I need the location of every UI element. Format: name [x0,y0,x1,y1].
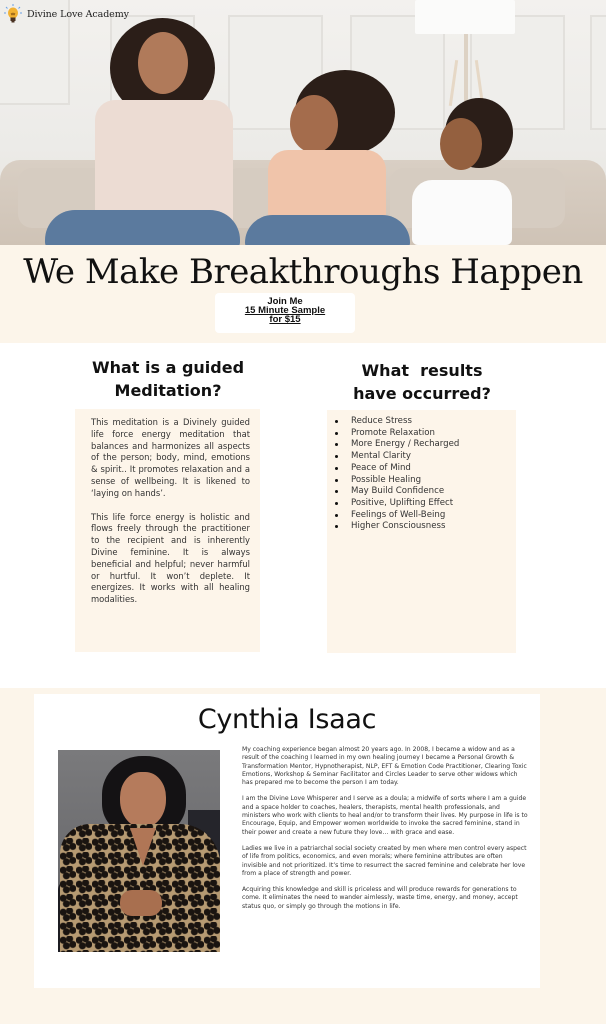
lamp-pole [464,34,468,104]
bio-paragraph: I am the Divine Love Whisperer and I serve as a doula; a midwife of sorts where I am a guide and a space holder to coaches, healers, therapists, mental health professionals, and ministers who work with clients to heal and/or to transform their lives. My purpose in life is to Encourage, Equip, and Empower women worldwide to invoke the sacred feminine, stand in their power and create a new future they love… with grace and ease. [242,795,528,836]
guided-meditation-card [75,409,260,652]
result-item: Feelings of Well-Being [333,510,516,522]
result-item: May Build Confidence [333,486,516,498]
bio-paragraph: My coaching experience began almost 20 years ago. In 2008, I became a widow and as a result of the coaching I learned in my own healing journey I became a Personal Growth & Transformation Mentor, Hypnotherapist, NLP, EFT & Emotion Code Practitioner, Clearing Toxic Emotions, Workshop & Seminar Facilitator and Circles Leader to serve other widows which has prepared me to become the person I am today. [242,746,527,787]
join-sample-button[interactable] [215,293,355,333]
result-item: More Energy / Recharged [333,439,516,451]
cta-line-1: Join Me [267,296,303,307]
lightbulb-icon [4,4,22,24]
page-headline: We Make Breakthroughs Happen [23,252,583,292]
result-item: Reduce Stress [333,416,516,428]
result-item: Higher Consciousness [333,521,516,533]
guided-meditation-heading [70,356,266,402]
result-item: Mental Clarity [333,451,516,463]
brand-logo[interactable] [4,4,129,24]
heading-line: What results [361,361,483,380]
wall-panel [590,15,606,130]
bio-name: Cynthia Isaac [197,704,377,735]
results-list [333,416,516,533]
lamp-shade [415,0,515,34]
heading-line: What is a guided [91,358,245,377]
result-item: Positive, Uplifting Effect [333,498,516,510]
result-item: Peace of Mind [333,463,516,475]
results-heading [325,359,519,405]
bio-text [242,746,528,911]
brand-name: Divine Love Academy [27,8,129,20]
portrait-photo [58,750,220,952]
result-item: Promote Relaxation [333,428,516,440]
hero-image [0,0,606,245]
heading-line: have occurred? [353,384,491,403]
lamp-leg [449,60,458,106]
bio-paragraph: Acquiring this knowledge and skill is priceless and will produce rewards for generations to come. It eliminates the need to wander aimlessly, waste time, energy, and money, accept status quo, or simply go through the motions in life. [242,886,518,910]
results-card [327,410,516,653]
heading-line: Meditation? [114,381,222,400]
meditation-paragraph: This meditation is a Divinely guided life force energy meditation that balances and harmonizes all aspects of the person; body, mind, emotions & spirit.. It promotes relaxation and a sense of wellbeing. It is likened to ‘laying on hands’. [91,417,250,498]
result-item: Possible Healing [333,475,516,487]
meditation-paragraph: This life force energy is holistic and flows freely through the practitioner to the recipient and is inherently Divine feminine. It is always beneficial and helpful; never harmful or hurtful. It won’t deplete. It energizes. It works with all healing modalities. [91,511,250,605]
bio-paragraph: Ladies we live in a patriarchal social society created by men where men control every aspect of life from politics, economics, and even morals; where feminine attributes are often invisible and not prioritized. It’s time to resurrect the sacred feminine and celebrate her love from a place of strength and power. [242,844,527,877]
cta-line-2: 15 Minute Sample [244,305,326,316]
cta-line-3: for $15 [269,314,301,325]
